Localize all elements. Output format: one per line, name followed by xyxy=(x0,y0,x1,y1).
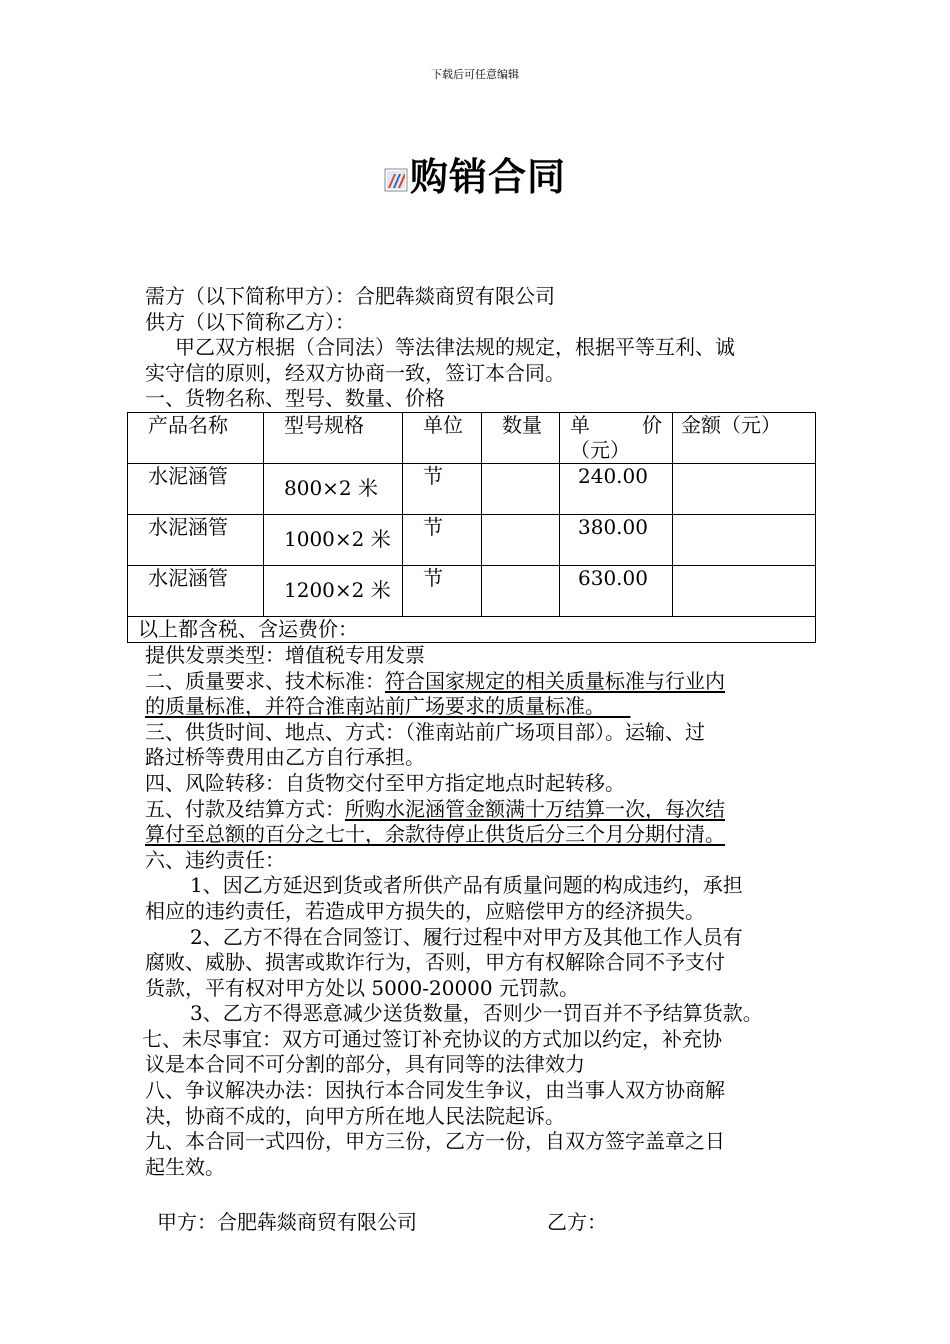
page-title: 购销合同 xyxy=(409,155,566,199)
cell-product-name: 水泥涵管 xyxy=(128,565,264,616)
header-note: 下载后可任意编辑 xyxy=(431,68,519,81)
cell-unit: 节 xyxy=(403,463,482,514)
section-6-item-1-line-1: 1、因乙方延迟到货或者所供产品有质量问题的构成违约，承担 xyxy=(190,873,743,898)
section-6-item-2-line-3: 货款，平有权对甲方处以 5000-20000 元罚款。 xyxy=(145,975,579,1000)
section-9-line-1: 九、本合同一式四份，甲方三份，乙方一份，自双方签字盖章之日 xyxy=(145,1129,725,1154)
header-quantity: 数量 xyxy=(482,412,560,463)
intro-line-1: 甲乙双方根据（合同法）等法律法规的规定，根据平等互利、诚 xyxy=(175,335,735,360)
table-header-row xyxy=(128,412,816,463)
header-product-name: 产品名称 xyxy=(128,412,264,463)
section-2-underlined-1: 符合国家规定的相关质量标准与行业内 xyxy=(385,668,725,693)
buyer-line: 需方（以下简称甲方）：合肥犇燚商贸有限公司 xyxy=(145,284,555,308)
cell-model-text: 1200×2 米 xyxy=(284,577,391,602)
section-8-line-1: 八、争议解决办法：因执行本合同发生争议，由当事人双方协商解 xyxy=(145,1078,725,1103)
header-unit-price-b: 价 xyxy=(642,412,662,437)
cell-unit: 节 xyxy=(403,565,482,616)
section-5-underlined-2: 算付至总额的百分之七十，余款待停止供货后分三个月分期付清。 xyxy=(145,822,725,847)
cell-model xyxy=(264,463,403,514)
section-8-line-2: 决，协商不成的，向甲方所在地人民法院起诉。 xyxy=(145,1103,565,1128)
table-row xyxy=(128,514,816,565)
section-5-line-2 xyxy=(145,822,810,848)
header-amount: 金额（元） xyxy=(673,412,816,463)
section-6-item-1-line-2: 相应的违约责任，若造成甲方损失的，应赔偿甲方的经济损失。 xyxy=(145,898,705,923)
cell-quantity xyxy=(482,463,560,514)
contract-body xyxy=(138,284,810,1236)
header-unit: 单位 xyxy=(403,412,482,463)
section-5-line-1 xyxy=(145,797,810,823)
header-unit-price-a: 单 xyxy=(570,412,590,437)
section-2-underlined-2: 的质量标准，并符合淮南站前广场要求的质量标准。 xyxy=(145,694,605,719)
invoice-line: 提供发票类型：增值税专用发票 xyxy=(145,642,425,667)
cell-amount xyxy=(673,514,816,565)
section-5-label: 五、付款及结算方式： xyxy=(145,796,345,821)
table-row xyxy=(128,463,816,514)
cell-model xyxy=(264,565,403,616)
section-7-line-1: 七、未尽事宜：双方可通过签订补充协议的方式加以约定，补充协 xyxy=(142,1026,722,1051)
intro-line-2: 实守信的原则，经双方协商一致，签订本合同。 xyxy=(145,360,565,385)
section-6-item-2-line-2: 腐败、威胁、损害或欺诈行为，否则，甲方有权解除合同不予支付 xyxy=(145,950,725,975)
cell-unit-price: 630.00 xyxy=(560,565,673,616)
cell-amount xyxy=(673,463,816,514)
section-4-line: 四、风险转移：自货物交付至甲方指定地点时起转移。 xyxy=(145,770,625,795)
signature-party-a: 甲方：合肥犇燚商贸有限公司 xyxy=(157,1210,417,1235)
table-note: 以上都含税、含运费价： xyxy=(128,616,816,642)
signature-line xyxy=(145,1210,810,1236)
underline-padding xyxy=(605,694,630,718)
table-row xyxy=(128,565,816,616)
cell-unit-price: 380.00 xyxy=(560,514,673,565)
cell-amount xyxy=(673,565,816,616)
title-block xyxy=(0,146,950,201)
goods-table xyxy=(127,412,816,643)
table-note-row xyxy=(128,616,816,642)
section-6-item-2-line-1: 2、乙方不得在合同签订、履行过程中对甲方及其他工作人员有 xyxy=(190,924,743,949)
section-9-line-2: 起生效。 xyxy=(145,1154,225,1179)
header-model: 型号规格 xyxy=(264,412,403,463)
header-unit-price xyxy=(560,412,673,463)
cell-model xyxy=(264,514,403,565)
cell-unit-price: 240.00 xyxy=(560,463,673,514)
section-6-heading: 六、违约责任： xyxy=(145,847,285,872)
section-1-heading: 一、货物名称、型号、数量、价格 xyxy=(145,386,445,411)
cell-unit: 节 xyxy=(403,514,482,565)
section-3-line-1: 三、供货时间、地点、方式：（淮南站前广场项目部）。运输、过 xyxy=(145,719,705,744)
section-7-line-2: 议是本合同不可分割的部分，具有同等的法律效力 xyxy=(145,1052,585,1077)
section-2-line-1 xyxy=(145,669,810,695)
cell-model-text: 1000×2 米 xyxy=(284,526,391,551)
cell-quantity xyxy=(482,565,560,616)
signature-party-b: 乙方： xyxy=(547,1210,607,1235)
section-3-line-2: 路过桥等费用由乙方自行承担。 xyxy=(145,745,425,770)
cell-model-text: 800×2 米 xyxy=(284,475,379,500)
section-2-line-2 xyxy=(145,694,810,720)
cell-quantity xyxy=(482,514,560,565)
section-2-label: 二、质量要求、技术标准： xyxy=(145,668,385,693)
seller-line: 供方（以下简称乙方）： xyxy=(145,309,355,334)
cell-product-name: 水泥涵管 xyxy=(128,463,264,514)
document-logo-icon xyxy=(384,168,408,192)
section-5-underlined-1: 所购水泥涵管金额满十万结算一次，每次结 xyxy=(345,796,725,821)
section-6-item-3-line: 3、乙方不得恶意减少送货数量，否则少一罚百并不予结算货款。 xyxy=(190,1001,763,1026)
cell-product-name: 水泥涵管 xyxy=(128,514,264,565)
header-unit-price-c: （元） xyxy=(570,437,630,462)
